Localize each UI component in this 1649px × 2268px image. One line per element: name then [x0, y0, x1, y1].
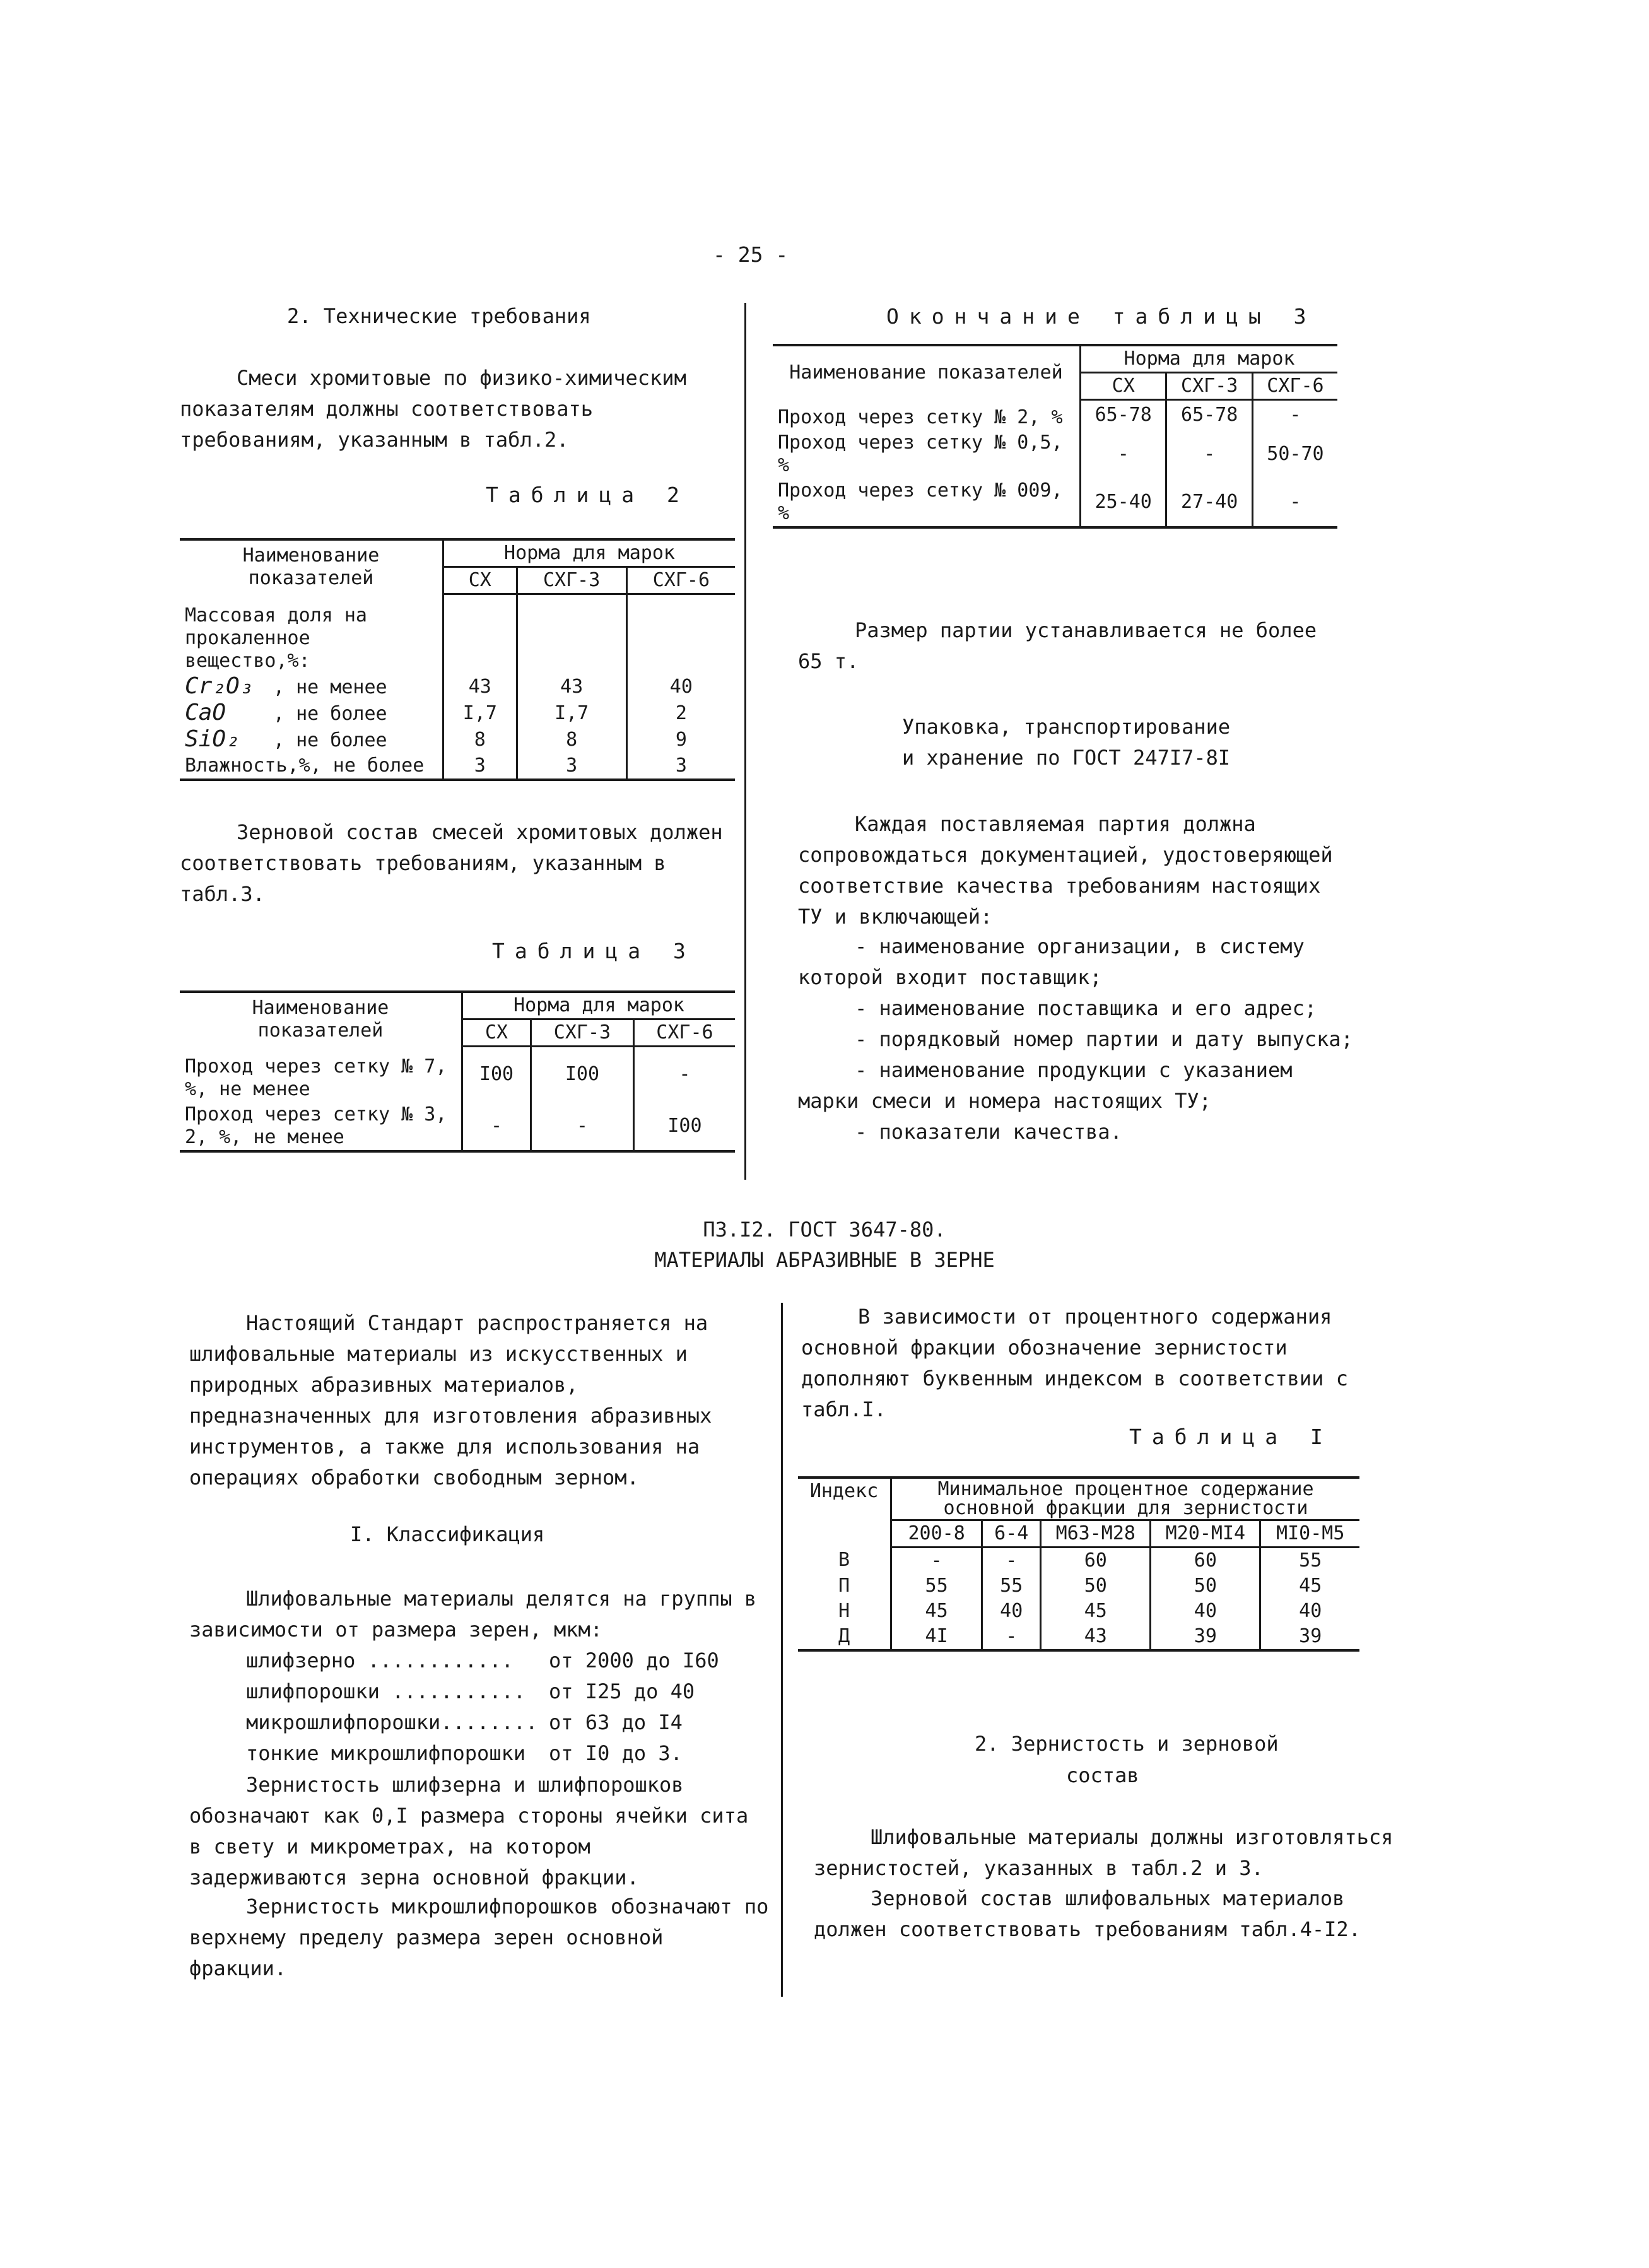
- table-cell: 45: [891, 1599, 982, 1624]
- table3-end-caption: Окончание таблицы 3: [886, 304, 1317, 329]
- table-cell: 2: [626, 700, 735, 727]
- table-cell: Д: [798, 1624, 891, 1650]
- table3end-grade: СХГ-3: [1166, 373, 1252, 400]
- table1-col: 6-4: [982, 1520, 1041, 1548]
- list-item: - показатели качества.: [855, 1120, 1122, 1144]
- table-cell: 40: [1260, 1599, 1359, 1624]
- table-row: Проход через сетку № 009, %: [773, 478, 1081, 527]
- table3-col-name: Наименование показателей: [180, 992, 462, 1047]
- table-cell: 3: [626, 753, 735, 780]
- table2-group-label: Массовая доля на прокаленное вещество,%:: [180, 594, 443, 674]
- table2-grade: СХГ-3: [517, 567, 626, 594]
- table-cell: Н: [798, 1599, 891, 1624]
- table-cell: -: [1252, 400, 1337, 430]
- table1-col-index: Индекс: [798, 1478, 891, 1548]
- table-cell: 40: [1151, 1599, 1260, 1624]
- table3-grade: СХ: [462, 1019, 531, 1047]
- table3-grade: СХГ-3: [531, 1019, 634, 1047]
- section-title-graininess-2: состав: [1066, 1763, 1139, 1787]
- table-3-end: [773, 344, 1337, 529]
- list-item: тонкие микрошлифпорошки от I0 до 3.: [246, 1741, 683, 1765]
- table-cell: 39: [1151, 1624, 1260, 1650]
- batch-paragraph: Размер партии устанавливается не более 65 т.: [798, 618, 1317, 673]
- table-cell: 50-70: [1252, 430, 1337, 478]
- table-cell: -: [1166, 430, 1252, 478]
- graininess-paragraph: Зернистость шлифзерна и шлифпорошков обозначают как 0,I размера стороны ячейки сита в свету и микрометрах, на котором задерживаются зерна основной фракции.: [189, 1773, 749, 1889]
- table-cell: 3: [517, 753, 626, 780]
- table1-col: М63-М28: [1041, 1520, 1151, 1548]
- table3end-col-name: Наименование показателей: [773, 345, 1081, 400]
- index-paragraph: В зависимости от процентного содержания основной фракции обозначение зернистости дополняют буквенным индексом в соответствии с табл.I.: [801, 1305, 1348, 1421]
- graininess-text-2: Зерновой состав шлифовальных материалов должен соответствовать требованиям табл.4-I2.: [814, 1886, 1361, 1941]
- table1-caption: Таблица I: [1129, 1425, 1333, 1449]
- table-cell: -: [982, 1624, 1041, 1650]
- table1-col-group: Минимальное процентное содержание основной фракции для зернистости: [891, 1478, 1360, 1520]
- packaging-paragraph: Каждая поставляемая партия должна сопровождаться документацией, удостоверяющей соответствие качества требованиям настоящих ТУ и включающей:: [798, 812, 1333, 929]
- table-row: Проход через сетку № 7, %, не менее: [180, 1047, 462, 1102]
- table-cell: -: [982, 1548, 1041, 1574]
- list-item: шлифзерно ............ от 2000 до I60: [246, 1648, 719, 1672]
- table-cell: 9: [626, 727, 735, 753]
- table-cell: I,7: [443, 700, 517, 727]
- table-cell: 50: [1151, 1573, 1260, 1599]
- table2-grade: СХ: [443, 567, 517, 594]
- table-cell: 55: [1260, 1548, 1359, 1574]
- table-cell: 8: [517, 727, 626, 753]
- table-cell: 3: [443, 753, 517, 780]
- table-cell: 43: [517, 674, 626, 700]
- table3end-grade: СХ: [1081, 373, 1166, 400]
- table-cell: 55: [891, 1573, 982, 1599]
- table-cell: -: [531, 1102, 634, 1151]
- table-cell: I00: [633, 1102, 735, 1151]
- page-number: - 25 -: [713, 242, 789, 267]
- table1-col: М20-МI4: [1151, 1520, 1260, 1548]
- table-cell: П: [798, 1573, 891, 1599]
- table-cell: 40: [626, 674, 735, 700]
- section-title-technical: 2. Технические требования: [287, 304, 591, 328]
- table-cell: -: [891, 1548, 982, 1574]
- table-row: Проход через сетку № 0,5, %: [773, 430, 1081, 478]
- table-cell: 65-78: [1166, 400, 1252, 430]
- table2-caption: Таблица 2: [486, 483, 690, 507]
- section-title-graininess-1: 2. Зернистость и зерновой: [975, 1732, 1279, 1756]
- table-cell: 43: [1041, 1624, 1151, 1650]
- packaging-list: [798, 931, 1353, 1148]
- graininess-text-1: Шлифовальные материалы должны изготовляться зернистостей, указанных в табл.2 и 3.: [814, 1825, 1394, 1880]
- table-row: SiO₂ , не более: [180, 727, 443, 753]
- table3end-grade: СХГ-6: [1252, 373, 1337, 400]
- table-cell: 25-40: [1081, 478, 1166, 527]
- table3-col-norm: Норма для марок: [462, 992, 736, 1019]
- column-divider-top: [744, 303, 746, 1180]
- table-cell: 40: [982, 1599, 1041, 1624]
- table-row: CaO , не более: [180, 700, 443, 727]
- table-2: [180, 538, 735, 781]
- table-cell: -: [1081, 430, 1166, 478]
- table-cell: -: [462, 1102, 531, 1151]
- table2-grade: СХГ-6: [626, 567, 735, 594]
- table-row: Проход через сетку № 3, 2, %, не менее: [180, 1102, 462, 1151]
- groups-paragraph: Шлифовальные материалы делятся на группы в зависимости от размера зерен, мкм:: [189, 1587, 757, 1642]
- table-cell: -: [1252, 478, 1337, 527]
- list-item: - наименование поставщика и его адрес;: [855, 996, 1317, 1020]
- table-cell: -: [633, 1047, 735, 1102]
- table-row: Cr₂O₃ , не менее: [180, 674, 443, 700]
- table-cell: 55: [982, 1573, 1041, 1599]
- table-cell: 39: [1260, 1624, 1359, 1650]
- table-cell: 27-40: [1166, 478, 1252, 527]
- table-row: Влажность,%, не более: [180, 753, 443, 780]
- column-divider-bottom: [781, 1303, 783, 1997]
- grain-paragraph: Зерновой состав смесей хромитовых должен соответствовать требованиям, указанным в табл.3.: [180, 820, 723, 906]
- table-cell: 65-78: [1081, 400, 1166, 430]
- table-cell: 8: [443, 727, 517, 753]
- intro-paragraph: Смеси хромитовые по физико-химическим показателям должны соответствовать требованиям, указанным в табл.2.: [180, 366, 686, 452]
- micro-paragraph: Зернистость микрошлифпорошков обозначают по верхнему пределу размера зерен основной фракции.: [189, 1895, 769, 1980]
- section-title-classification: I. Классификация: [350, 1522, 545, 1546]
- table-cell: 45: [1041, 1599, 1151, 1624]
- table3-caption: Таблица 3: [492, 939, 696, 963]
- packaging-heading-2: и хранение по ГОСТ 247I7-8I: [902, 746, 1231, 770]
- list-item: - наименование продукции с указанием марки смеси и номера настоящих ТУ;: [798, 1058, 1293, 1113]
- table3end-col-norm: Норма для марок: [1081, 345, 1338, 373]
- table2-col-name: Наименование показателей: [180, 539, 443, 594]
- standard-title: ПЗ.I2. ГОСТ 3647-80.: [703, 1218, 946, 1242]
- table-1: [798, 1476, 1359, 1652]
- standard-subtitle: МАТЕРИАЛЫ АБРАЗИВНЫЕ В ЗЕРНЕ: [654, 1248, 995, 1272]
- table-cell: I,7: [517, 700, 626, 727]
- table-cell: В: [798, 1548, 891, 1574]
- list-item: - порядковый номер партии и дату выпуска;: [855, 1027, 1353, 1051]
- table-cell: 50: [1041, 1573, 1151, 1599]
- table1-col: МI0-М5: [1260, 1520, 1359, 1548]
- table1-col: 200-8: [891, 1520, 982, 1548]
- list-item: - наименование организации, в систему которой входит поставщик;: [798, 934, 1305, 989]
- table-cell: I00: [462, 1047, 531, 1102]
- table-cell: 4I: [891, 1624, 982, 1650]
- table-cell: 43: [443, 674, 517, 700]
- list-item: шлифпорошки ........... от I25 до 40: [246, 1679, 695, 1703]
- list-item: микрошлифпорошки........ от 63 до I4: [246, 1710, 683, 1734]
- table-row: Проход через сетку № 2, %: [773, 400, 1081, 430]
- packaging-heading-1: Упаковка, транспортирование: [902, 715, 1231, 739]
- table-3: [180, 990, 735, 1153]
- table-cell: 60: [1041, 1548, 1151, 1574]
- table-cell: 60: [1151, 1548, 1260, 1574]
- table3-grade: СХГ-6: [633, 1019, 735, 1047]
- groups-list: [246, 1645, 751, 1769]
- table-cell: 45: [1260, 1573, 1359, 1599]
- standard-intro: Настоящий Стандарт распространяется на шлифовальные материалы из искусственных и природных абразивных материалов, предназначенных для изготовления абразивных инструментов, а также для использования на операциях обработки свободным зерном.: [189, 1311, 712, 1489]
- table-cell: I00: [531, 1047, 634, 1102]
- table2-col-norm: Норма для марок: [443, 539, 736, 567]
